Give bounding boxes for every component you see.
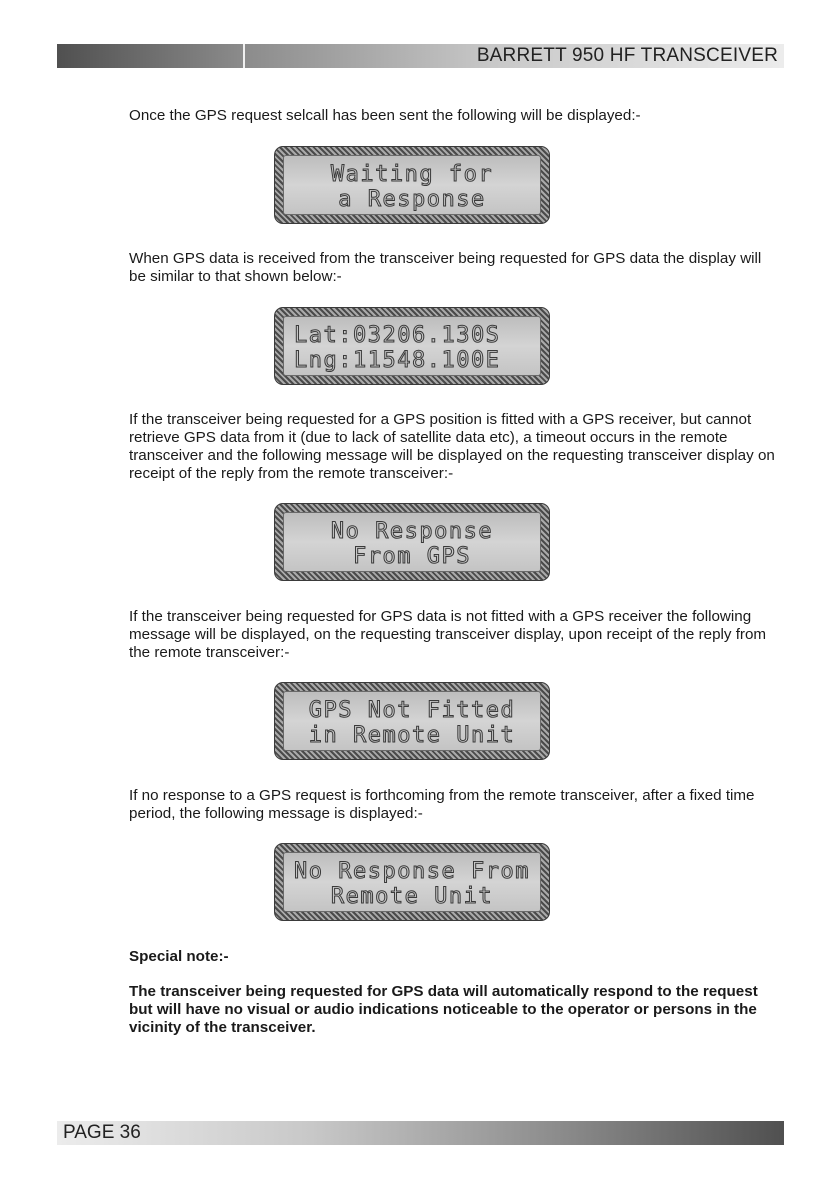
paragraph-gps-data-received: When GPS data is received from the transceiver being requested for GPS data the display will be similar to that shown below:-	[129, 250, 762, 285]
lcd-line-1: No Response	[330, 519, 494, 544]
lcd-display-coordinates	[274, 307, 550, 385]
lcd-screen	[283, 852, 541, 912]
lcd-screen	[283, 691, 541, 751]
lcd-display-gps-not-fitted	[274, 682, 550, 760]
lcd-line-1: Waiting for	[330, 162, 494, 187]
lcd-line-2: Remote Unit	[330, 884, 494, 909]
paragraph-gps-timeout: If the transceiver being requested for a GPS position is fitted with a GPS receiver, but cannot retrieve GPS data from it (due to lack of satellite data etc), a timeout occurs in the remote transceiver and the following message will be displayed on the requesting transceiver display on receipt of the reply from the remote transceiver:-	[129, 411, 775, 482]
lcd-screen	[283, 316, 541, 376]
header-bar	[57, 44, 784, 68]
lcd-display-no-response-remote	[274, 843, 550, 921]
lcd-display-no-response-gps	[274, 503, 550, 581]
header-divider	[243, 44, 245, 68]
lcd-line-1: No Response From	[294, 859, 530, 884]
lcd-display-waiting	[274, 146, 550, 224]
paragraph-gps-not-fitted: If the transceiver being requested for GPS data is not fitted with a GPS receiver the following message will be displayed, on the requesting transceiver display, upon receipt of the reply from the remote transceiver:-	[129, 608, 767, 661]
lcd-line-2: in Remote Unit	[308, 723, 516, 748]
paragraph-gps-request-sent: Once the GPS request selcall has been sent the following will be displayed:-	[129, 107, 641, 124]
page-number: PAGE 36	[63, 1122, 141, 1143]
special-note-body: The transceiver being requested for GPS data will automatically respond to the request but will have no visual or audio indications noticeable to the operator or persons in the vicinity of the transceiver.	[129, 983, 758, 1036]
special-note-title: Special note:-	[129, 948, 229, 965]
lcd-line-2: Lng:11548.100E	[294, 348, 501, 373]
lcd-screen	[283, 155, 541, 215]
footer-bar	[57, 1121, 784, 1145]
lcd-screen	[283, 512, 541, 572]
lcd-line-1: Lat:03206.130S	[294, 323, 501, 348]
lcd-line-2: a Response	[338, 187, 486, 212]
paragraph-no-response: If no response to a GPS request is forthcoming from the remote transceiver, after a fixed time period, the following message is displayed:-	[129, 787, 755, 822]
lcd-line-2: From GPS	[353, 544, 471, 569]
header-title: BARRETT 950 HF TRANSCEIVER	[476, 45, 778, 66]
lcd-line-1: GPS Not Fitted	[308, 698, 516, 723]
